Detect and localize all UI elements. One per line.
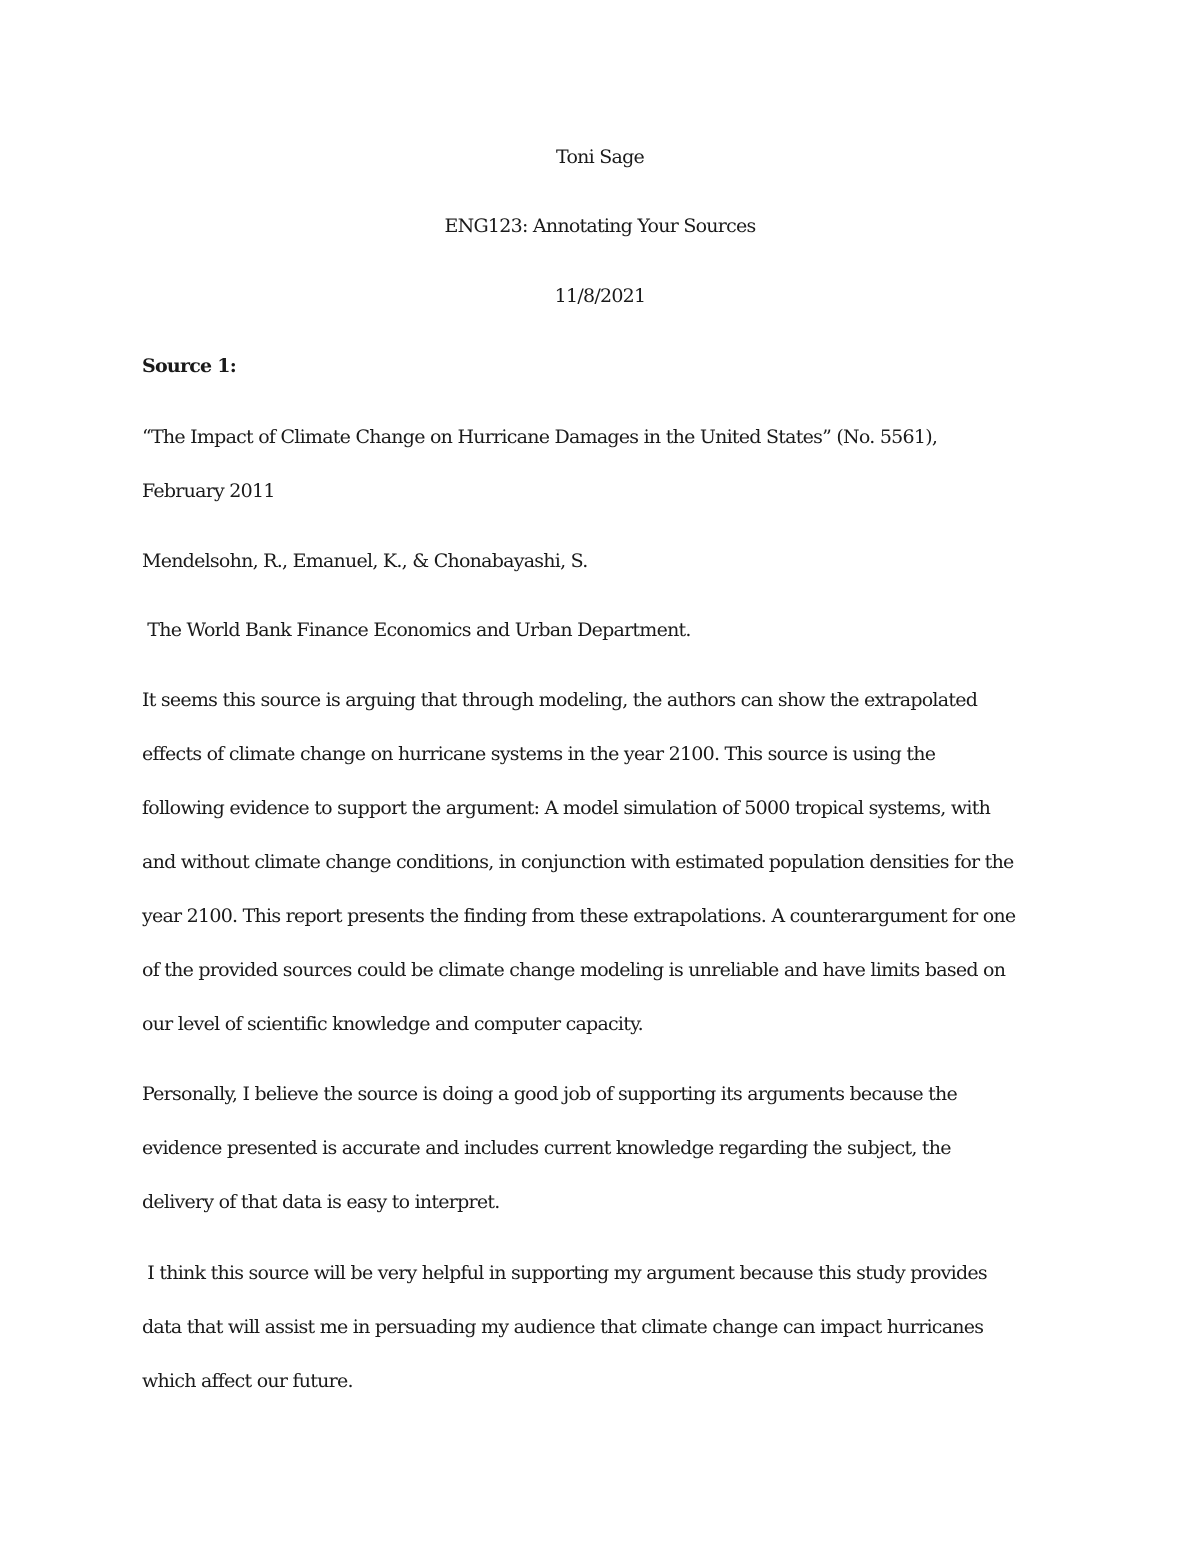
citation-date-line: February 2011 [142, 480, 275, 502]
citation-title-line: “The Impact of Climate Change on Hurricane Damages in the United States” (No. 5561), [142, 426, 938, 448]
paragraph-1-line: and without climate change conditions, in conjunction with estimated population densities for the [142, 851, 1014, 873]
paragraph-1-line: effects of climate change on hurricane systems in the year 2100. This source is using the [142, 743, 936, 765]
paragraph-2-line: Personally, I believe the source is doing a good job of supporting its arguments because the [142, 1083, 958, 1105]
citation-publisher: The World Bank Finance Economics and Urban Department. [142, 619, 691, 641]
source-heading: Source 1: [142, 355, 236, 377]
citation-authors: Mendelsohn, R., Emanuel, K., & Chonabayashi, S. [142, 550, 588, 572]
paragraph-2-line: delivery of that data is easy to interpret. [142, 1191, 500, 1213]
paragraph-1-line: of the provided sources could be climate change modeling is unreliable and have limits based on [142, 959, 1006, 981]
paragraph-3-line: data that will assist me in persuading my audience that climate change can impact hurricanes [142, 1316, 984, 1338]
course-title: ENG123: Annotating Your Sources [444, 215, 756, 237]
author-name: Toni Sage [556, 146, 644, 168]
paragraph-1-line: our level of scientific knowledge and computer capacity. [142, 1013, 643, 1035]
paragraph-1-line: following evidence to support the argument: A model simulation of 5000 tropical systems, with [142, 797, 991, 819]
paragraph-2-line: evidence presented is accurate and includes current knowledge regarding the subject, the [142, 1137, 951, 1159]
document-date: 11/8/2021 [554, 285, 646, 307]
paragraph-1-line: year 2100. This report presents the finding from these extrapolations. A counterargument for one [142, 905, 1016, 927]
paragraph-1-line: It seems this source is arguing that through modeling, the authors can show the extrapolated [142, 689, 978, 711]
paragraph-3-line: which affect our future. [142, 1370, 353, 1392]
paragraph-3-line: I think this source will be very helpful in supporting my argument because this study provides [142, 1262, 987, 1284]
